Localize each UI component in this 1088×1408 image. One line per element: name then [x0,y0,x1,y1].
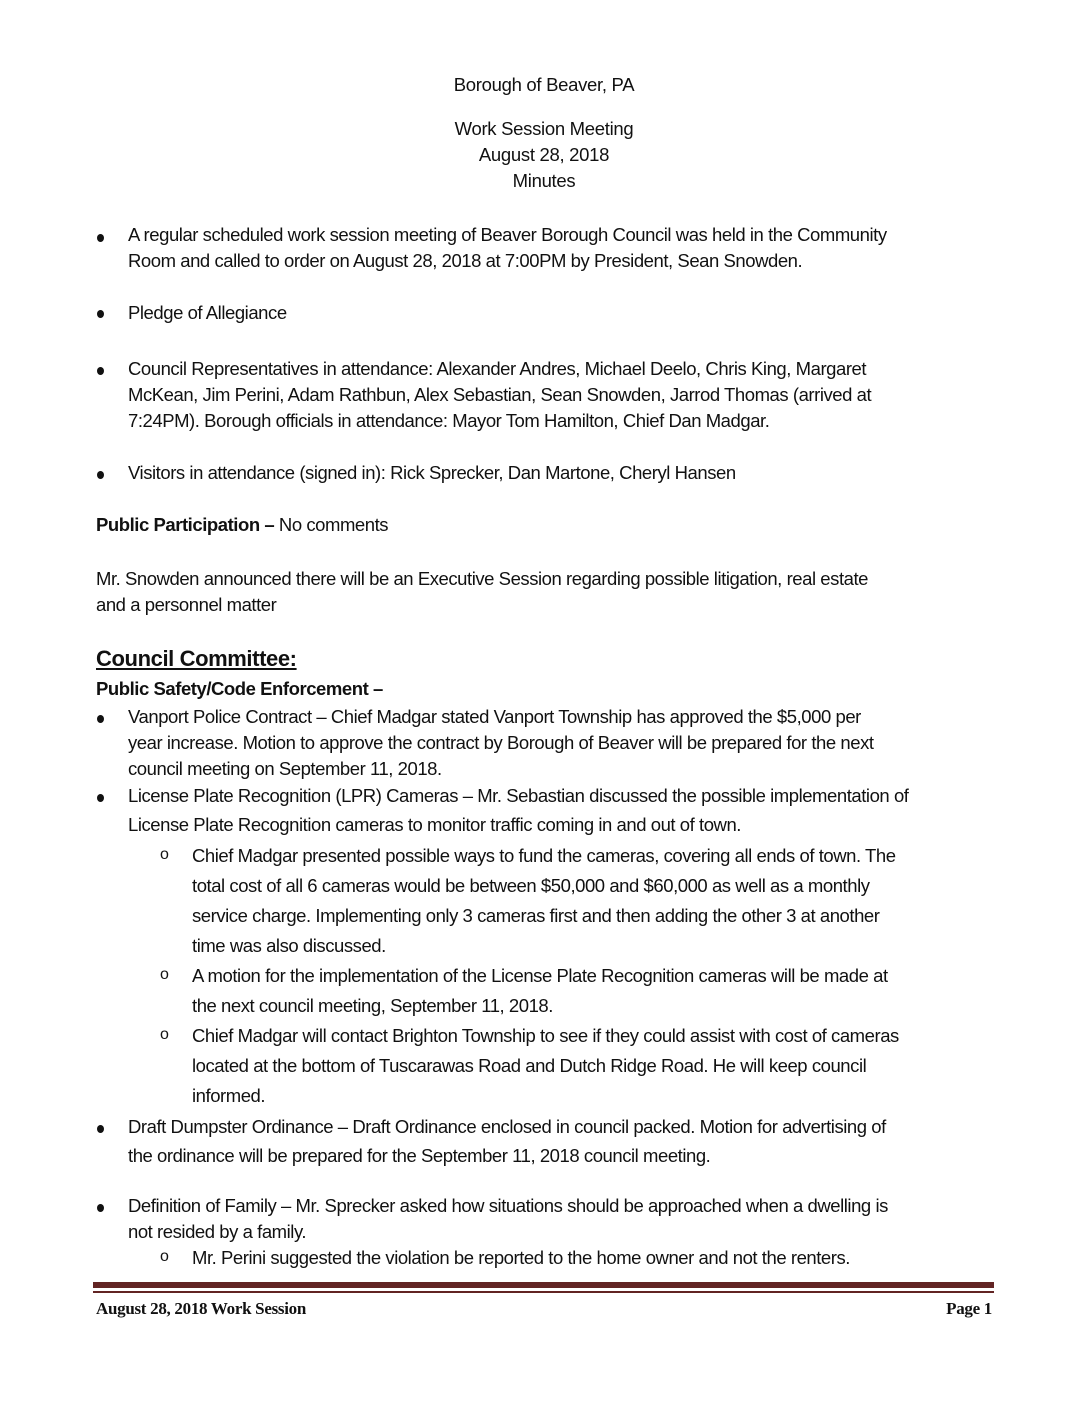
sub-list-item-text: located at the bottom of Tuscarawas Road and Dutch Ridge Road. He will keep council [192,1055,867,1076]
footer-rule-thick [93,1282,994,1288]
sub-bullet-icon: o [160,1026,169,1043]
sub-bullet-icon: o [160,1248,169,1265]
public-safety-subheading: Public Safety/Code Enforcement – [96,678,383,699]
bullet-icon [97,234,104,242]
bullet-icon [97,1204,104,1212]
sub-list-item-text: Mr. Perini suggested the violation be reported to the home owner and not the renters. [192,1247,850,1268]
list-item-text: Vanport Police Contract – Chief Madgar stated Vanport Township has approved the $5,000 per [128,706,861,727]
sub-list-item-text: Chief Madgar will contact Brighton Township to see if they could assist with cost of cameras [192,1025,899,1046]
list-item-text: Council Representatives in attendance: Alexander Andres, Michael Deelo, Chris King, Margaret [128,358,867,379]
bullet-icon [97,471,104,479]
list-item-text: License Plate Recognition (LPR) Cameras – Mr. Sebastian discussed the possible implementation of [128,785,909,806]
paragraph-line: and a personnel matter [96,594,277,615]
list-item-text: Draft Dumpster Ordinance – Draft Ordinance enclosed in council packed. Motion for advertising of [128,1116,886,1137]
sub-list-item-text: service charge. Implementing only 3 cameras first and then adding the other 3 at another [192,905,880,926]
sub-list-item-text: Chief Madgar presented possible ways to fund the cameras, covering all ends of town. The [192,845,896,866]
sub-list-item-text: time was also discussed. [192,935,386,956]
public-participation-text: No comments [274,514,389,535]
list-item-text: the ordinance will be prepared for the September 11, 2018 council meeting. [128,1145,711,1166]
list-item-text: Room and called to order on August 28, 2018 at 7:00PM by President, Sean Snowden. [128,250,803,271]
sub-list-item-text: informed. [192,1085,266,1106]
list-item-text: 7:24PM). Borough officials in attendance: Mayor Tom Hamilton, Chief Dan Madgar. [128,410,770,431]
header-borough: Borough of Beaver, PA [453,74,635,95]
list-item-text: not resided by a family. [128,1221,307,1242]
sub-bullet-icon: o [160,846,169,863]
list-item-text: McKean, Jim Perini, Adam Rathbun, Alex Sebastian, Sean Snowden, Jarrod Thomas (arrived at [128,384,872,405]
list-item-text: Visitors in attendance (signed in): Rick Sprecker, Dan Martone, Cheryl Hansen [128,462,736,483]
footer-title: August 28, 2018 Work Session [96,1299,306,1318]
sub-list-item-text: the next council meeting, September 11, 2018. [192,995,553,1016]
bullet-icon [97,715,104,723]
list-item-text: council meeting on September 11, 2018. [128,758,442,779]
sub-list-item-text: total cost of all 6 cameras would be between $50,000 and $60,000 as well as a monthly [192,875,870,896]
council-committee-heading: Council Committee: [96,646,297,671]
list-item-text: License Plate Recognition cameras to monitor traffic coming in and out of town. [128,814,741,835]
paragraph-line: Mr. Snowden announced there will be an Executive Session regarding possible litigation, real estate [96,568,868,589]
list-item-text: Definition of Family – Mr. Sprecker asked how situations should be approached when a dwelling is [128,1195,888,1216]
bullet-icon [97,310,104,318]
list-item-text: Pledge of Allegiance [128,302,287,323]
bullet-icon [97,1125,104,1133]
bullet-icon [97,794,104,802]
public-participation [96,510,388,540]
public-participation-label: Public Participation – [96,514,275,535]
header-title: Minutes [512,170,576,191]
header-date: August 28, 2018 [478,144,610,165]
header-meeting-type: Work Session Meeting [454,118,634,139]
sub-bullet-icon: o [160,966,169,983]
list-item-text: A regular scheduled work session meeting of Beaver Borough Council was held in the Community [128,224,887,245]
sub-list-item-text: A motion for the implementation of the License Plate Recognition cameras will be made at [192,965,888,986]
footer-page-number: Page 1 [946,1299,992,1318]
list-item-text: year increase. Motion to approve the contract by Borough of Beaver will be prepared for the next [128,732,874,753]
footer-rule-thin [93,1291,994,1293]
bullet-icon [97,367,104,375]
